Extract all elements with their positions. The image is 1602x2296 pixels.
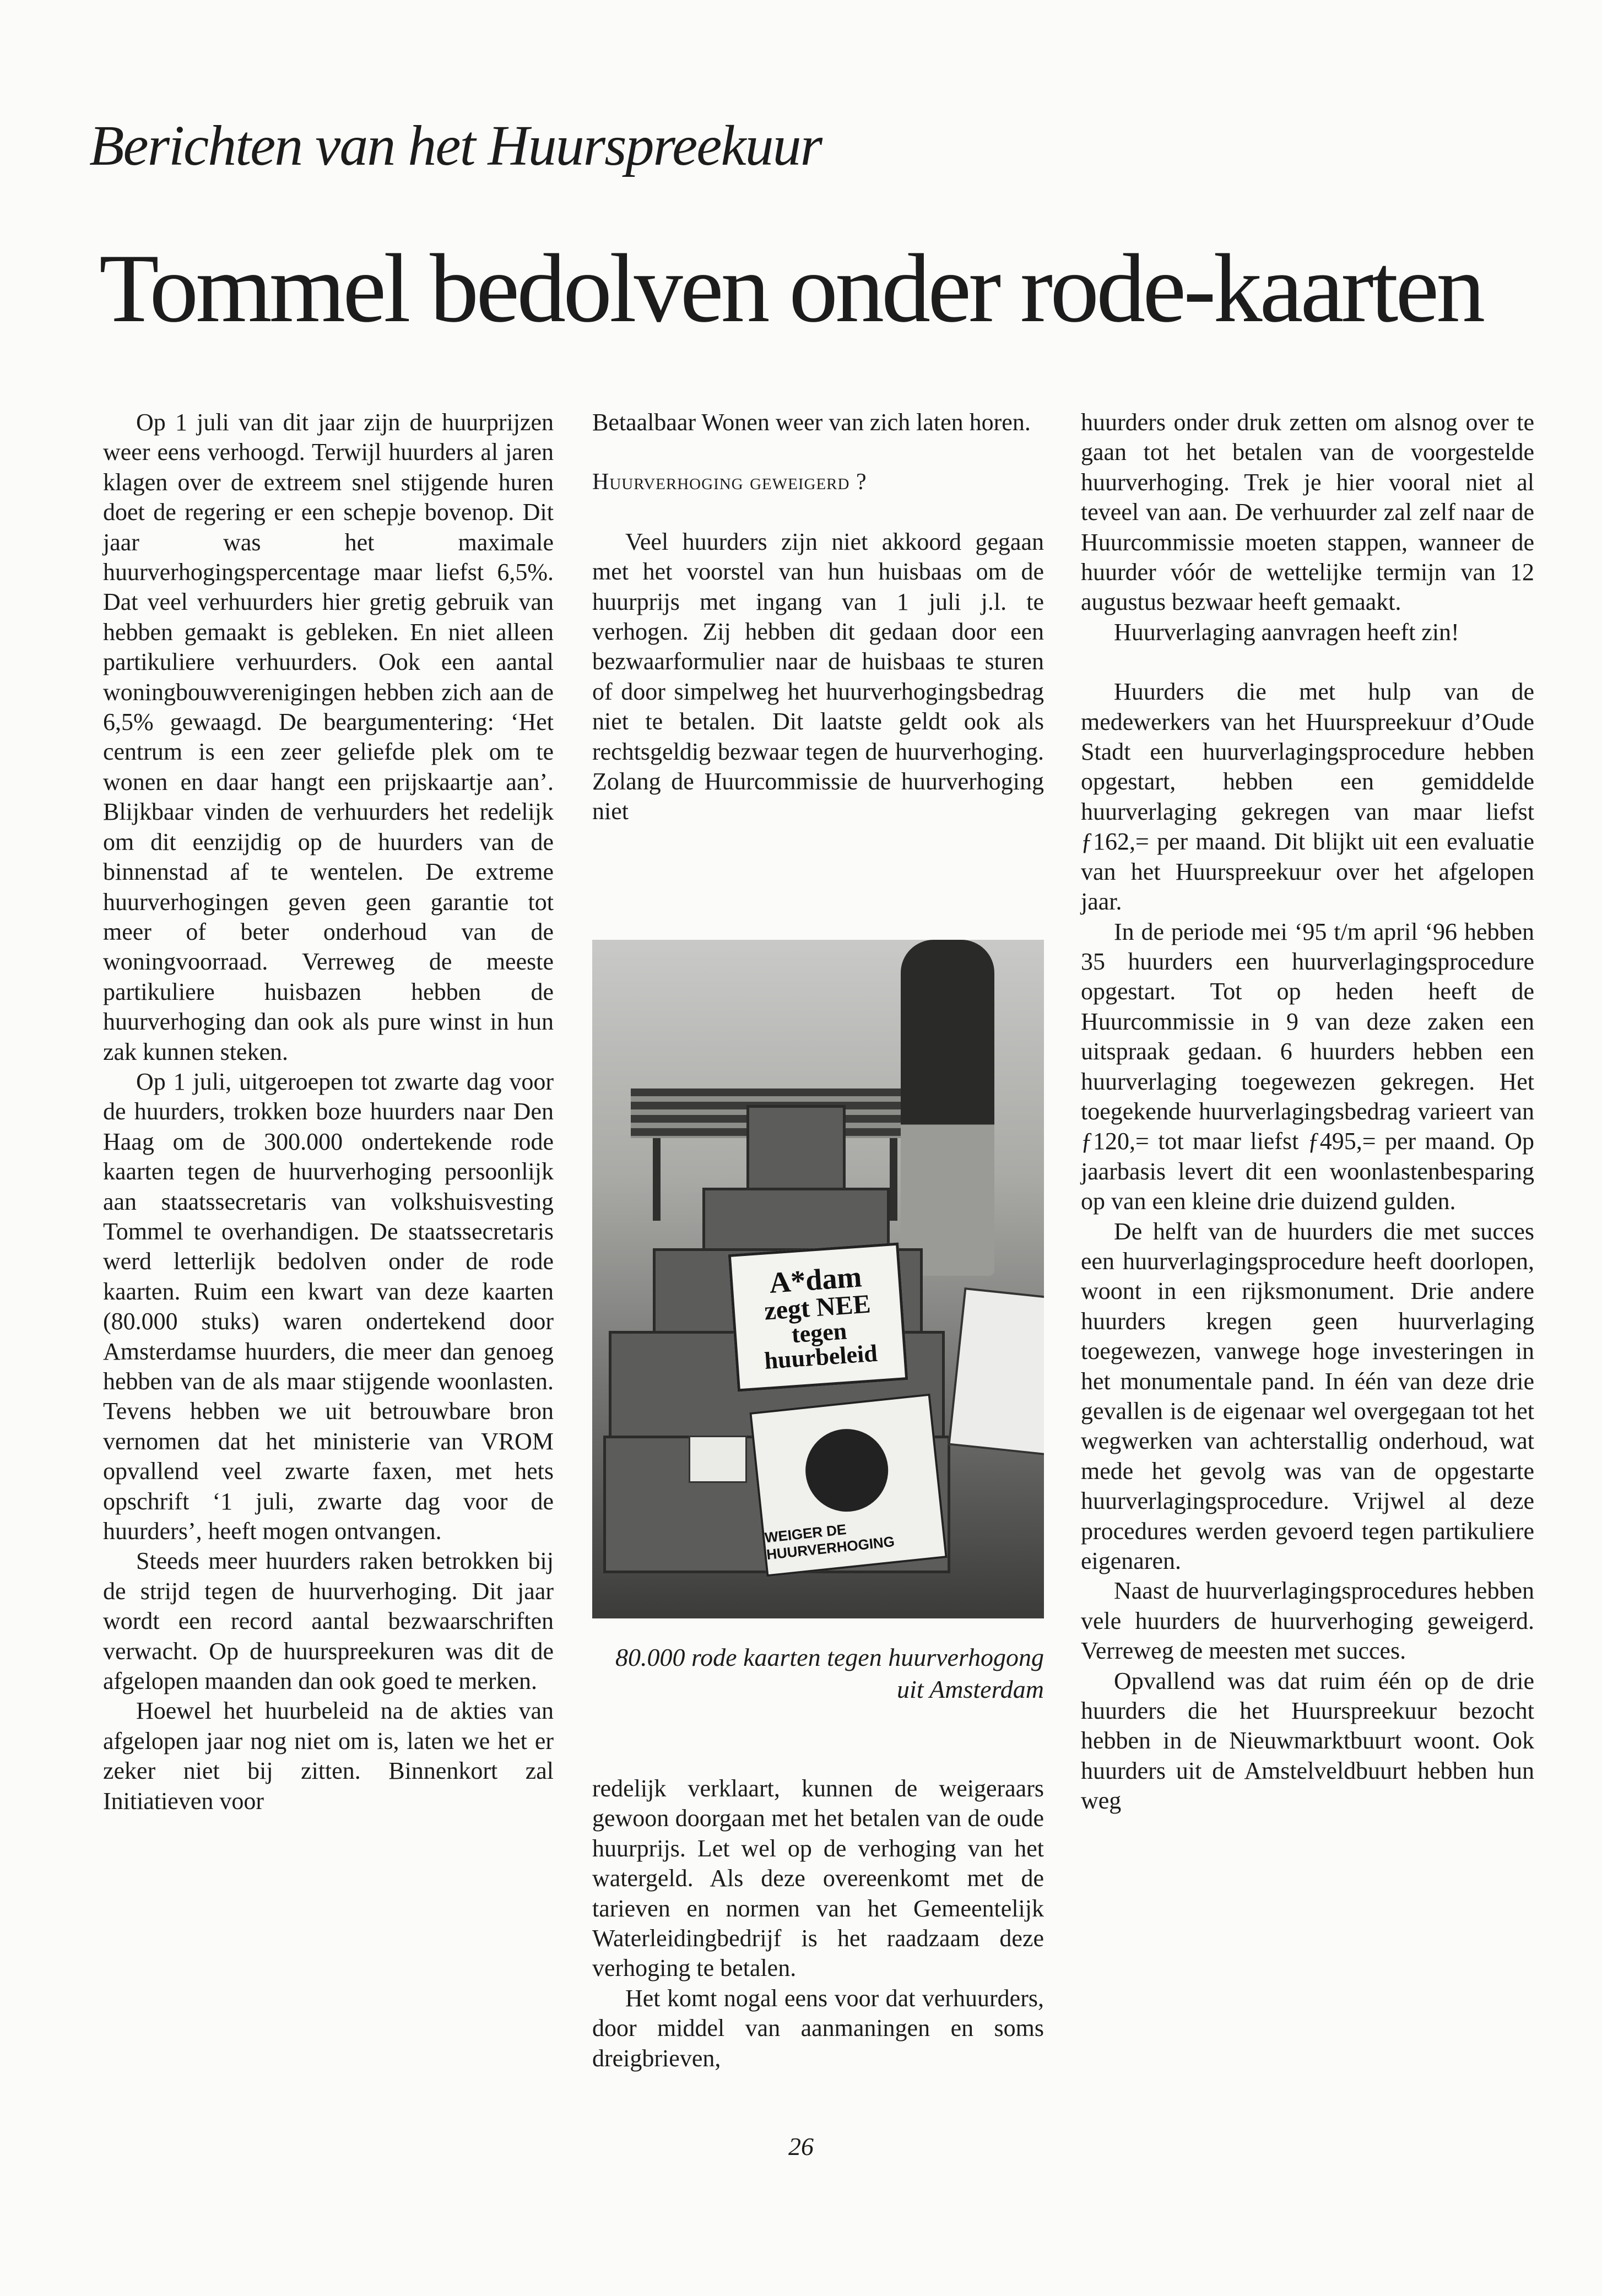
article-column-1 — [103, 408, 554, 1816]
pedestrian — [901, 940, 994, 1276]
paragraph: Opvallend was dat ruim één op de drie huurders die het Huurspreekuur bezocht hebben in de Nieuwmarktbuurt woont. Ook huurders uit de Amstelveldbuurt hebben hun weg — [1081, 1667, 1534, 1815]
paragraph: huurders onder druk zetten om alsnog over te gaan tot het betalen van de voorgestelde huurverhoging. Trek je hier vooral niet al teveel van aan. De verhuurder zal zelf naar de Huurcommissie moeten stappen, wanneer de huurder vóór de wettelijke termijn van 12 augustus bezwaar heeft gemaakt. — [1081, 409, 1534, 616]
paragraph: De helft van de huurders die met succes een huurverlagingsprocedure heeft doorlopen, woont in een rijksmonument. Drie andere huurders kregen geen huurverlaging toegewezen, vanwege hoge investeringen in het monumentale pand. In één van deze drie gevallen is de eigenaar wel overgegaan tot het wegwerken van achterstallig onderhoud, wat mede het gevolg was van de opgestarte huurverlagingsprocedure. Vrijwel al deze procedures werden gevoerd tegen partikuliere eigenaren. — [1081, 1217, 1534, 1575]
poster-illustration — [802, 1425, 892, 1516]
paragraph: Op 1 juli, uitgeroepen tot zwarte dag voor de huurders, trokken boze huurders naar Den Haag om de 300.000 ondertekende rode kaarten tegen de huurverhoging persoonlijk aan staatssecretaris van volkshuisvesting Tommel te overhandigen. De staatssecretaris werd letterlijk bedolven onder de rode kaarten. Ruim een kwart van deze kaarten (80.000 stuks) waren ondertekend door Amsterdamse huurders, die meer dan genoeg hebben van de als maar stijgende woonlasten. Tevens hebben we uit betrouwbare bron vernomen dat het ministerie van VROM opvallend veel zwarte faxen, met hets opschrift ‘1 juli, zwarte dag voor de huurders’, heeft mogen ontvangen. — [103, 1068, 554, 1545]
paragraph: Steeds meer huurders raken betrokken bij de strijd tegen de huurverhoging. Dit jaar wordt een record aantal bezwaarschriften verwacht. Op de huurspreekuren was dit de afgelopen maanden dan ook goed te merken. — [103, 1547, 554, 1695]
protest-sign: A*dam zegt NEE tegen huurbeleid — [728, 1242, 908, 1391]
paragraph: In de periode mei ‘95 t/m april ‘96 hebben 35 huurders een huurverlagingsprocedure opgestart. Tot op heden heeft de Huurcommissie in 9 van deze zaken een uitspraak gedaan. 6 huurders hebben een huurverlaging toegewezen gekregen. Het toegekende huurverlagingsbedrag varieert van ƒ120,= tot maar liefst ƒ495,= per maand. Op jaarbasis levert dit een woonlastenbesparing op van een kleine drie duizend gulden. — [1081, 918, 1534, 1215]
paragraph: Veel huurders zijn niet akkoord gegaan met het voorstel van hun huisbaas om de huurprijs met ingang van 1 juli j.l. te verhogen. Zij hebben dit gedaan door een bezwaarformulier naar de huisbaas te sturen of door simpelweg het huurverhogingsbedrag niet te betalen. Dit laatste geldt ook als rechtsgeldig bezwaar tegen de huurverhoging. Zolang de Huurcommissie de huurverhoging niet — [592, 528, 1044, 825]
photo-caption: 80.000 rode kaarten tegen huurverhogong uit Amsterdam — [615, 1643, 1044, 1703]
paragraph: redelijk verklaart, kunnen de weigeraars gewoon doorgaan met het betalen van de oude huurprijs. Let wel op de verhoging van het watergeld. Als deze overeenkomt met de tarieven en normen van het Gemeentelijk Waterleidingbedrijf is het raadzaam deze verhoging te betalen. — [592, 1775, 1044, 1982]
paragraph: Op 1 juli van dit jaar zijn de huurprijzen weer eens verhoogd. Terwijl huurders al jaren klagen over de extreem snel stijgende huren doet de regering er een schepje bovenop. Dit jaar was het maximale huurverhogingspercentage maar liefst 6,5%. Dat veel verhuurders hier gretig gebruik van hebben gemaakt is gebleken. En niet alleen partikuliere verhuurders. Ook een aantal woningbouwverenigingen hebben zich aan de 6,5% gewaagd. De beargumentering: ‘Het centrum is een zeer geliefde plek om te wonen en daar hangt een prijskaartje aan’. Blijkbaar vinden de verhuurders het redelijk om dit eenzijdig op de huurders van de binnenstad af te wentelen. De extreme huurverhogingen geven geen garantie tot meer of beter onderhoud van de woningvoorraad. Verreweg de meeste partikuliere huisbazen hebben de huurverhoging dan ook als pure winst in hun zak kunnen steken. — [103, 409, 554, 1065]
protest-poster: WEIGER DE HUURVERHOGING — [749, 1394, 948, 1577]
red-card — [689, 1436, 747, 1483]
article-column-3 — [1081, 408, 1534, 1816]
protest-photo — [592, 940, 1044, 1618]
page-title: Tommel bedolven onder rode-kaarten — [99, 234, 1483, 343]
paragraph: Hoewel het huurbeleid na de akties van afgelopen jaar nog niet om is, laten we het er zeker niet bij zitten. Binnenkort zal Initiatieven voor — [103, 1697, 554, 1815]
paragraph: Huurders die met hulp van de medewerkers van het Huurspreekuur d’Oude Stadt een huurverlagingsprocedure hebben opgestart, hebben een gemiddelde huurverlaging gekregen van maar liefst ƒ162,= per maand. Dit blijkt uit een evaluatie van het Huurspreekuur over het afgelopen jaar. — [1081, 678, 1534, 916]
paragraph: Het komt nogal eens voor dat verhuurders, door middel van aanmaningen en soms dreigbrieven, — [592, 1984, 1044, 2072]
article-column-2-bottom — [592, 1774, 1044, 2073]
cardboard-box — [746, 1105, 846, 1199]
section-kicker: Berichten van het Huurspreekuur — [89, 114, 822, 177]
article-column-2-top — [592, 408, 1044, 827]
page-number: 26 — [788, 2132, 814, 2160]
paragraph: Naast de huurverlagingsprocedures hebben vele huurders de huurverhoging geweigerd. Verreweg de meesten met succes. — [1081, 1577, 1534, 1665]
section-subheading: Huurverhoging geweigerd ? — [592, 469, 867, 495]
stack-of-cards — [948, 1287, 1044, 1456]
paragraph: Betaalbaar Wonen weer van zich laten horen. — [592, 409, 1031, 436]
paragraph: Huurverlaging aanvragen heeft zin! — [1114, 618, 1459, 646]
